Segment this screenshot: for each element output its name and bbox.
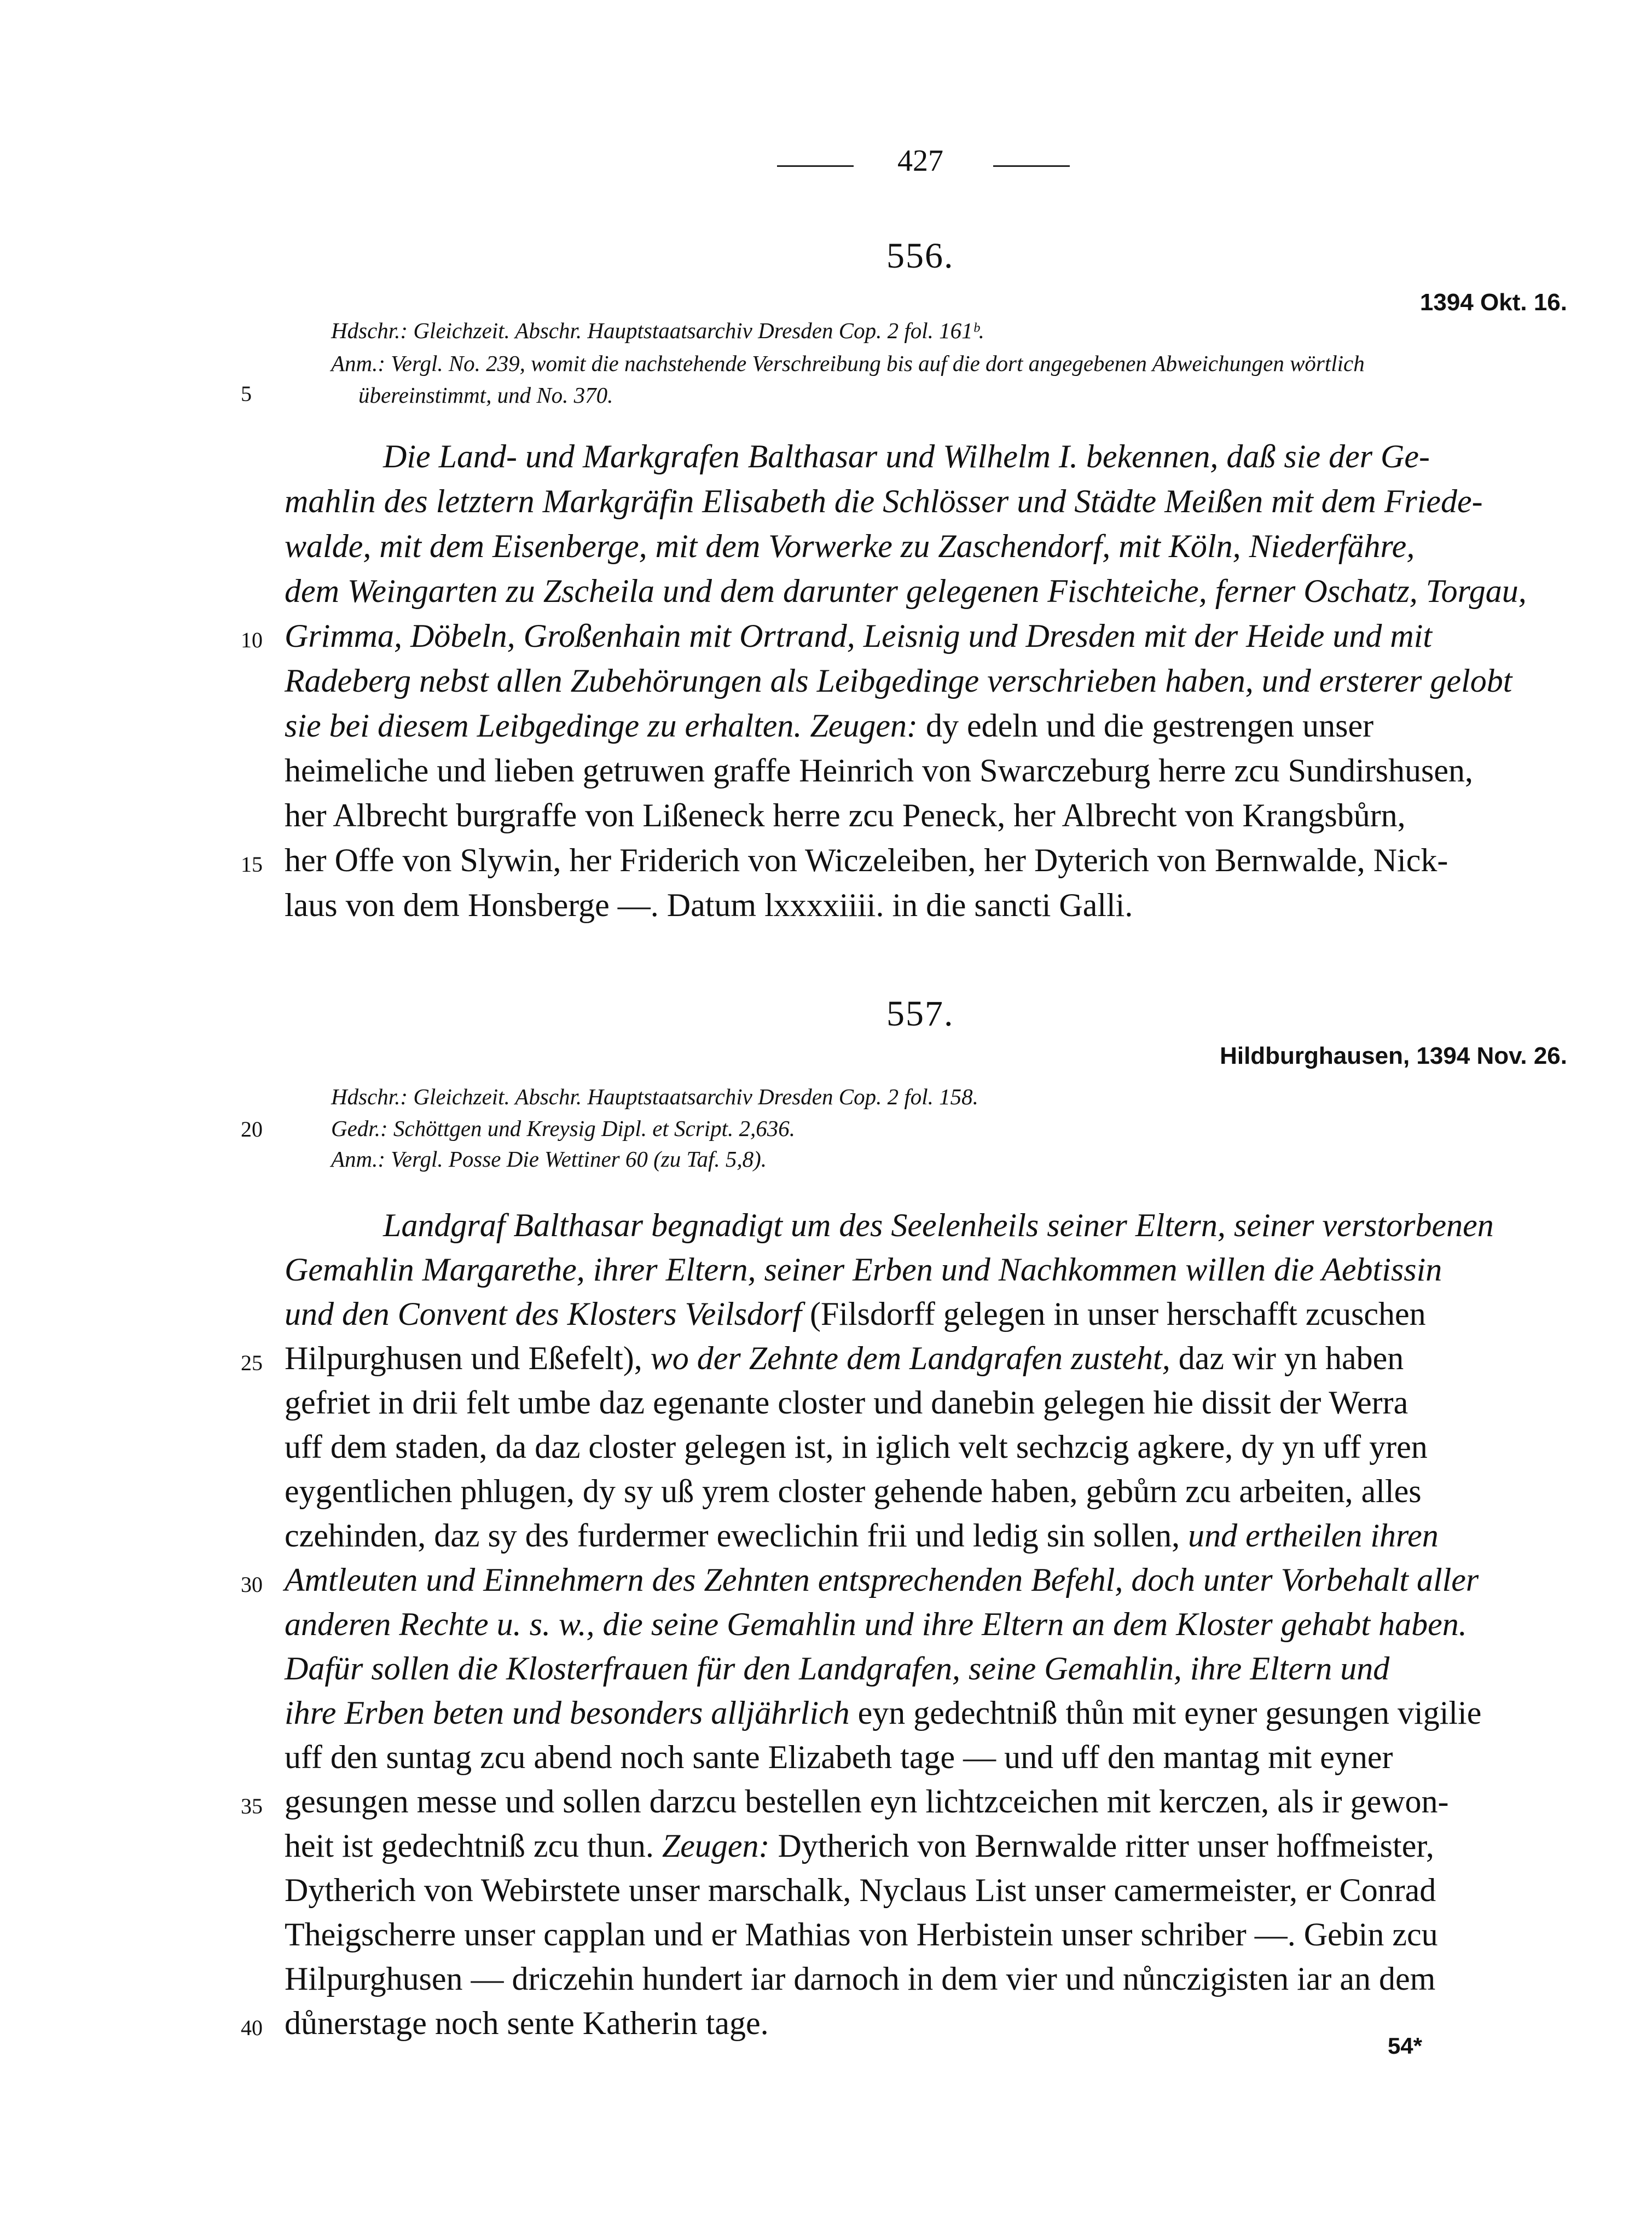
doc557-line-2: Gemahlin Margarethe, ihrer Eltern, seiner Erben und Nachkommen willen die Aebtissin (285, 1251, 1442, 1288)
doc557-line-16: Dytherich von Webirstete unser marschalk, Nyclaus List unser camermeister, er Conrad (285, 1872, 1436, 1908)
doc556-line-6: Radeberg nebst allen Zubehörungen als Leibgedinge verschrieben haben, und ersterer gelobt (285, 663, 1512, 699)
doc556-line-1: Die Land- und Markgrafen Balthasar und Wilhelm I. bekennen, daß sie der Ge- (383, 438, 1430, 474)
doc557-line-4 (285, 1340, 1404, 1377)
line-number-20: 20 (241, 1117, 263, 1142)
doc557-line-3 (285, 1295, 1426, 1333)
doc556-line-11: laus von dem Honsberge —. Datum lxxxxiiii. in die sancti Galli. (285, 887, 1133, 923)
document-556-number: 556. (886, 236, 954, 276)
header-rule-left (777, 165, 854, 167)
doc557-line-17: Theigscherre unser capplan und er Mathias von Herbistein unser schriber —. Gebin zcu (285, 1916, 1438, 1952)
doc557-line-13: uff den suntag zcu abend noch sante Elizabeth tage — und uff den mantag mit eyner (285, 1739, 1393, 1775)
doc556-line-8: heimeliche und lieben getruwen graffe Heinrich von Swarczeburg herre zcu Sundirshusen, (285, 752, 1474, 789)
doc557-line-8-italic: und ertheilen ihren (1180, 1517, 1439, 1554)
doc557-note-anm: Anm.: Vergl. Posse Die Wettiner 60 (zu Taf. 5,8). (331, 1146, 767, 1172)
doc557-line-10: anderen Rechte u. s. w., die seine Gemahlin und ihre Eltern an dem Kloster gehabt haben. (285, 1606, 1467, 1642)
doc556-line-7-italic: sie bei diesem Leibgedinge zu erhalten. Zeugen: (285, 708, 918, 744)
line-number-15: 15 (241, 852, 263, 877)
doc556-note-anm: Anm.: Vergl. No. 239, womit die nachstehende Verschreibung bis auf die dort angegebenen Abweichungen wörtlich (331, 351, 1365, 376)
doc557-line-19: důnerstage noch sente Katherin tage. (285, 2005, 769, 2041)
line-number-35: 35 (241, 1794, 263, 1818)
doc557-line-4-quote-b: daz wir yn haben (1170, 1340, 1404, 1376)
doc557-line-5: gefriet in drii felt umbe daz egenante closter und danebin gelegen hie dissit der Werra (285, 1384, 1408, 1421)
doc557-line-12-quote: eyn gedechtniß thůn mit eyner gesungen vigilie (849, 1695, 1482, 1731)
doc557-line-8 (285, 1517, 1439, 1555)
document-556-date: 1394 Okt. 16. (1419, 289, 1567, 316)
doc556-line-7 (285, 707, 1373, 745)
doc556-line-2: mahlin des letztern Markgräfin Elisabeth die Schlösser und Städte Meißen mit dem Friede- (285, 483, 1483, 519)
doc557-note-gedr: Gedr.: Schöttgen und Kreysig Dipl. et Script. 2,636. (331, 1116, 795, 1141)
doc557-line-12 (285, 1694, 1481, 1732)
doc556-line-5: Grimma, Döbeln, Großenhain mit Ortrand, Leisnig und Dresden mit der Heide und mit (285, 618, 1433, 654)
doc556-line-9: her Albrecht burgraffe von Lißeneck herre zcu Peneck, her Albrecht von Krangsbůrn, (285, 797, 1406, 833)
doc556-line-4: dem Weingarten zu Zscheila und dem darunter gelegenen Fischteiche, ferner Oschatz, Torgau, (285, 573, 1527, 609)
doc557-line-15-quote-b: Dytherich von Bernwalde ritter unser hoffmeister, (769, 1828, 1434, 1864)
page-number: 427 (897, 144, 943, 178)
header-rule-right (993, 165, 1070, 167)
line-number-30: 30 (241, 1572, 263, 1597)
doc557-line-6: uff dem staden, da daz closter gelegen ist, in iglich velt sechzcig agkere, dy yn uff yren (285, 1429, 1428, 1465)
doc557-line-15 (285, 1827, 1434, 1865)
doc557-line-18: Hilpurghusen — driczehin hundert iar darnoch in dem vier und nůnczigisten iar an dem (285, 1961, 1436, 1997)
line-number-25: 25 (241, 1351, 263, 1375)
line-number-5: 5 (241, 381, 252, 406)
doc557-line-1: Landgraf Balthasar begnadigt um des Seelenheils seiner Eltern, seiner verstorbenen (383, 1207, 1494, 1243)
doc557-line-3-italic: und den Convent des Klosters Veilsdorf (285, 1296, 802, 1332)
doc557-line-12-italic: ihre Erben beten und besonders alljährlich (285, 1695, 850, 1731)
doc557-line-15-italic: Zeugen: (653, 1828, 770, 1864)
doc557-line-8-quote: czehinden, daz sy des furdermer eweclichin frii und ledig sin sollen, (285, 1517, 1180, 1554)
doc557-line-4-italic: wo der Zehnte dem Landgrafen zusteht, (642, 1340, 1170, 1376)
doc557-line-3-quote: (Filsdorff gelegen in unser herschafft zcuschen (801, 1296, 1426, 1332)
doc557-line-4-quote-a: Hilpurghusen und Eßefelt), (285, 1340, 642, 1376)
doc557-line-11: Dafür sollen die Klosterfrauen für den Landgrafen, seine Gemahlin, ihre Eltern und (285, 1650, 1390, 1687)
doc557-line-9: Amtleuten und Einnehmern des Zehnten entsprechenden Befehl, doch unter Vorbehalt aller (285, 1562, 1479, 1598)
document-557-number: 557. (886, 994, 954, 1034)
doc556-note-anm-cont: übereinstimmt, und No. 370. (358, 383, 613, 408)
signature-mark: 54* (1387, 2033, 1422, 2059)
doc557-line-15-quote-a: heit ist gedechtniß zcu thun. (285, 1828, 654, 1864)
line-number-10: 10 (241, 628, 263, 652)
doc556-note-hdschr: Hdschr.: Gleichzeit. Abschr. Hauptstaatsarchiv Dresden Cop. 2 fol. 161ᵇ. (331, 318, 984, 343)
doc556-line-10: her Offe von Slywin, her Friderich von Wiczeleiben, her Dyterich von Bernwalde, Nick- (285, 842, 1448, 878)
doc556-line-3: walde, mit dem Eisenberge, mit dem Vorwerke zu Zaschendorf, mit Köln, Niederfähre, (285, 528, 1415, 564)
line-number-40: 40 (241, 2015, 263, 2040)
document-557-date: Hildburghausen, 1394 Nov. 26. (1220, 1042, 1567, 1069)
doc557-line-7: eygentlichen phlugen, dy sy uß yrem closter gehende haben, gebůrn zcu arbeiten, alles (285, 1473, 1422, 1509)
doc556-line-7-quote: dy edeln und die gestrengen unser (926, 708, 1374, 744)
doc557-line-14: gesungen messe und sollen darzcu bestellen eyn lichtzceichen mit kerczen, als ir gewon- (285, 1783, 1449, 1820)
doc557-note-hdschr: Hdschr.: Gleichzeit. Abschr. Hauptstaatsarchiv Dresden Cop. 2 fol. 158. (331, 1084, 978, 1109)
